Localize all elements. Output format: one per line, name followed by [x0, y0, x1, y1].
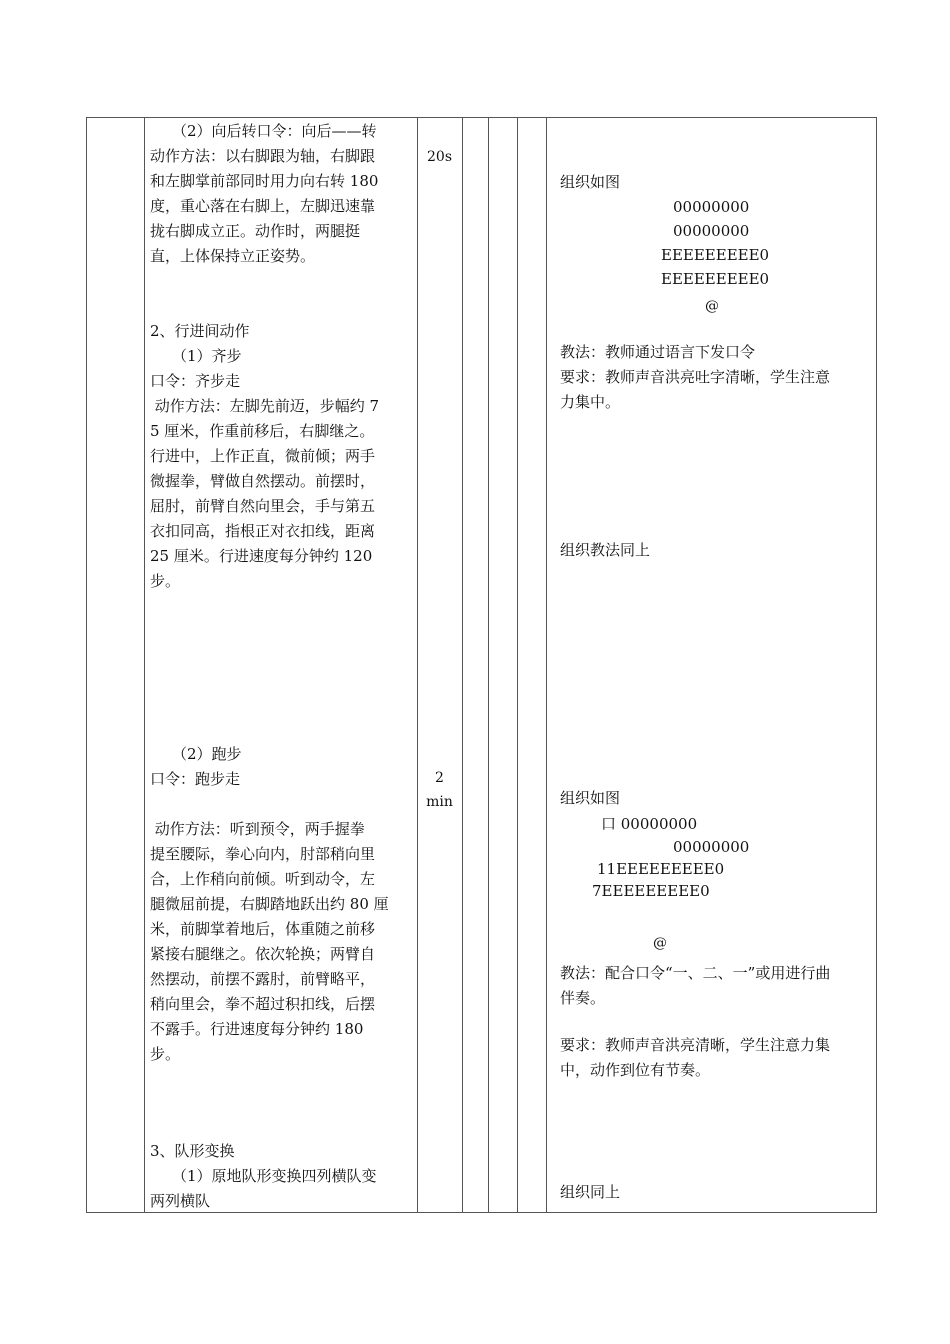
time-label: 20s: [427, 149, 452, 165]
column-divider: [144, 118, 145, 1212]
body-line: 衣扣同高，指根正对衣扣线，距离: [150, 522, 376, 540]
column-divider: [417, 118, 418, 1212]
requirement-line: 力集中。: [560, 393, 621, 411]
body-line: 步。: [150, 572, 181, 590]
formation-row: 00000000: [673, 198, 750, 216]
body-line: 微握拳，臂做自然摆动。前摆时，: [150, 472, 376, 490]
teaching-method: 教法：教师通过语言下发口令: [560, 343, 756, 361]
section-title: 3、队形变换: [150, 1142, 235, 1160]
body-line: 度，重心落在右脚上，左脚迅速靠: [150, 197, 376, 215]
body-line: 米，前脚掌着地后，体重随之前移: [150, 920, 376, 938]
teaching-method: 伴奏。: [560, 989, 606, 1007]
body-line: 提至腰际，拳心向内，肘部稍向里: [150, 845, 376, 863]
column-divider: [462, 118, 463, 1212]
requirement-line: 要求：教师声音洪亮清晰，学生注意力集: [560, 1036, 831, 1054]
body-line: 然摆动，前摆不露肘，前臂略平，: [150, 970, 376, 988]
body-line: 和左脚掌前部同时用力向右转 180: [150, 172, 379, 190]
command-line: 口令：齐步走: [150, 372, 241, 390]
body-line: 动作方法：左脚先前迈，步幅约 7: [150, 397, 380, 415]
organization-label: 组织如图: [560, 173, 621, 191]
body-line: 紧接右腿继之。依次轮换；两臂自: [150, 945, 376, 963]
body-line: 屈肘，前臂自然向里会，手与第五: [150, 497, 376, 515]
formation-row: EEEEEEEEE0: [661, 246, 770, 264]
teaching-method: 教法：配合口令“一、二、一”或用进行曲: [560, 964, 831, 982]
body-line: 动作方法：以右脚跟为轴，右脚跟: [150, 147, 376, 165]
body-line: 不露手。行进速度每分钟约 180: [150, 1020, 364, 1038]
body-line: 步。: [150, 1045, 181, 1063]
subsection-title: （1）齐步: [172, 347, 242, 365]
teacher-marker: @: [705, 298, 719, 314]
column-divider: [546, 118, 547, 1212]
requirement-line: 中，动作到位有节奏。: [560, 1061, 711, 1079]
section-title: 2、行进间动作: [150, 322, 250, 340]
body-line: 腿微屈前提，右脚踏地跃出约 80 厘: [150, 895, 389, 913]
formation-row: 11EEEEEEEEE0: [597, 860, 725, 878]
teacher-marker: @: [653, 935, 667, 951]
subsection-title: （1）原地队形变换四列横队变: [172, 1167, 377, 1185]
formation-row: 口 00000000: [601, 815, 698, 833]
body-line: 合，上作稍向前倾。听到动令，左: [150, 870, 376, 888]
time-label: min: [426, 794, 453, 810]
command-line: 口令：跑步走: [150, 770, 241, 788]
column-divider: [488, 118, 489, 1212]
formation-row: 7EEEEEEEEE0: [592, 882, 710, 900]
body-line: 动作方法：听到预令，两手握拳: [150, 820, 365, 838]
section-title: （2）向后转口令：向后——转: [172, 122, 377, 140]
body-line: 行进中，上作正直，微前倾；两手: [150, 447, 376, 465]
requirement-line: 要求：教师声音洪亮吐字清晰，学生注意: [560, 368, 831, 386]
subsection-title: 两列横队: [150, 1192, 211, 1210]
organization-label: 组织同上: [560, 1183, 621, 1201]
body-line: 稍向里会，拳不超过积扣线，后摆: [150, 995, 376, 1013]
body-line: 25 厘米。行进速度每分钟约 120: [150, 547, 373, 565]
body-line: 5 厘米，作重前移后，右脚继之。: [150, 422, 375, 440]
organization-label: 组织如图: [560, 789, 621, 807]
column-divider: [517, 118, 518, 1212]
organization-label: 组织教法同上: [560, 541, 651, 559]
formation-row: EEEEEEEEE0: [661, 270, 770, 288]
body-line: 拢右脚成立正。动作时，两腿挺: [150, 222, 361, 240]
formation-row: 00000000: [673, 838, 750, 856]
body-line: 直，上体保持立正姿势。: [150, 247, 316, 265]
subsection-title: （2）跑步: [172, 745, 242, 763]
time-label: 2: [435, 770, 444, 786]
formation-row: 00000000: [673, 222, 750, 240]
